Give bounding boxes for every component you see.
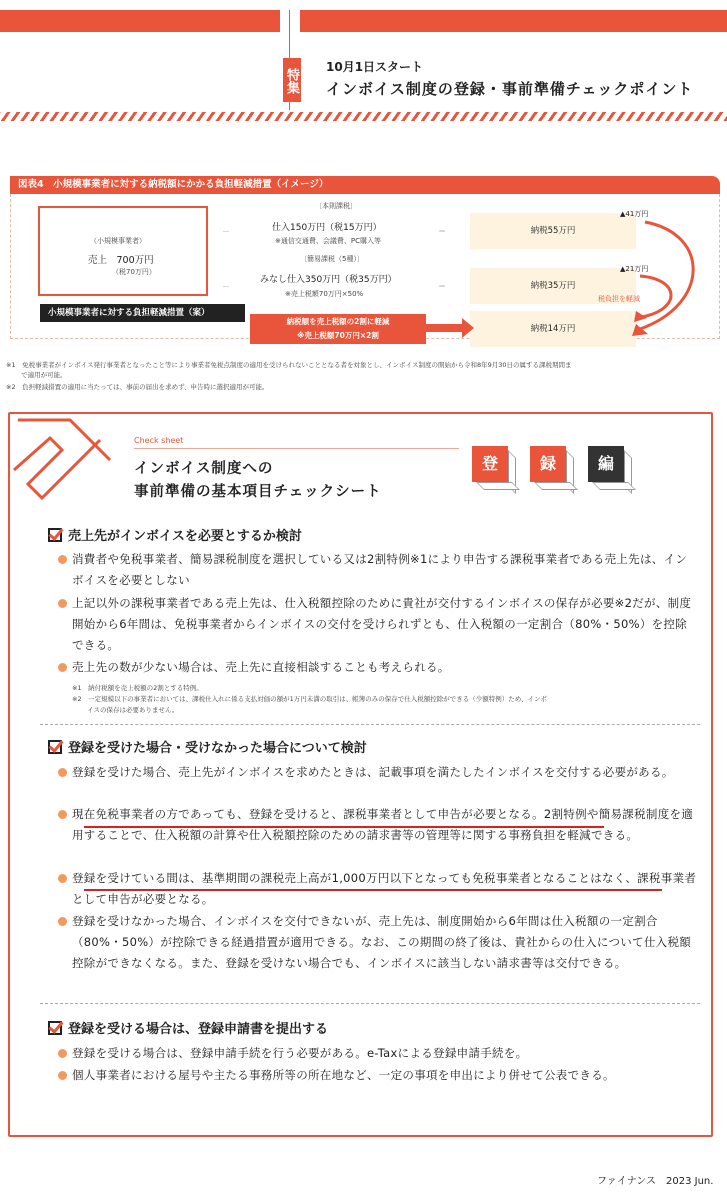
result-simplified: 納税35万円: [470, 268, 636, 304]
general-purchase: 仕入150万円（税15万円）: [272, 223, 382, 233]
sec3-bullet-1: 登録を受ける場合は、登録申請手続を行う必要がある。e-Taxによる登録申請手続を。: [72, 1043, 698, 1064]
reduction-arrow: [426, 318, 476, 338]
result-reduced: 納税14万円: [470, 311, 636, 347]
page-footer: ファイナンス 2023 Jun.: [597, 1176, 714, 1187]
general-note: ※通信交通費、会議費、PC購入等: [275, 237, 381, 245]
check-sheet-rule: [134, 448, 459, 449]
section-1-title: 売上先がインボイスを必要とするか検討: [48, 525, 302, 544]
sec2-bullet-1: 登録を受けた場合、売上先がインボイスを求めたときは、記載事項を満たしたインボイスを交付する必要がある。: [72, 762, 698, 783]
sec2-bullet-4: 登録を受けなかった場合、インボイスを交付できないが、売上先は、制度開始から6年間は仕入税額の一定割合（80%・50%）が控除できる経過措置が適用できる。なお、この期間の終了後は、貴社からの仕入について仕入税額控除ができなくなる。また、登録を受けない場合でも、インボイスに該当しない請求書等は交付できる。: [72, 911, 698, 974]
separator-2: [40, 1003, 700, 1004]
delta-simplified: ▲21万円: [620, 265, 649, 273]
red-underline-2: [84, 889, 662, 891]
check-sheet-title-1: インボイス制度への: [134, 461, 274, 477]
sec1-footnote-1: ※1 納付税額を売上税額の2割とする特例。: [72, 684, 203, 692]
separator-1: [40, 724, 700, 725]
red-underline-1: [84, 826, 604, 828]
check-sheet-label: Check sheet: [134, 436, 184, 445]
sec3-bullet-2: 個人事業者における屋号や主たる事務所等の所在地など、一定の事項を申出により併せて公表できる。: [72, 1065, 698, 1086]
reduction-box-line1: 納税額を売上税額の2割に軽減: [286, 317, 390, 326]
sec2-bullet-3: 登録を受けている間は、基準期間の課税売上高が1,000万円以下となっても免税事業者となることはなく、課税事業者として申告が必要となる。: [72, 868, 698, 910]
sec1-footnote-2a: ※2 一定規模以下の事業者においては、課税仕入れに係る支払対価の額が1万円未満の取引は、帳簿のみの保存で仕入税額控除ができる（少額特例）ため、インボ: [72, 695, 547, 703]
cube-registration-2: 録: [530, 446, 574, 490]
checkbox-icon: [48, 1021, 62, 1035]
simplified-purchase: みなし仕入350万円（税35万円）: [260, 275, 397, 285]
hanger-icon: [10, 410, 120, 510]
sales-amount: 売上 700万円: [88, 255, 154, 266]
checkbox-icon: [48, 740, 62, 754]
figure-4: [10, 176, 720, 346]
dash-2: －: [222, 282, 230, 291]
sec2-bullet-2: 現在免税事業者の方であっても、登録を受けると、課税事業者として申告が必要となる。2割特例や簡易課税制度を適用することで、仕入税額の計算や仕入税額控除のための請求書等の管理等に関する事務負担を軽減できる。: [72, 804, 698, 846]
section-3-title: 登録を受ける場合は、登録申請書を提出する: [48, 1018, 328, 1037]
page-title: インボイス制度の登録・事前準備チェックポイント: [326, 80, 694, 98]
check-sheet-title-2: 事前準備の基本項目チェックシート: [134, 484, 382, 500]
sec1-bullet-1: 消費者や免税事業者、簡易課税制度を選択している又は2割特例※1により申告する課税事業者である売上先は、インボイスを必要としない: [72, 549, 698, 591]
checkbox-icon: [48, 528, 62, 542]
stripe-divider: [0, 112, 727, 121]
eq-2: ＝: [438, 282, 446, 291]
feature-tag: 特集: [283, 58, 301, 102]
reduction-measure-label: 小規模事業者に対する負担軽減措置（案）: [40, 304, 245, 322]
sec1-footnote-2b: イスの保存は必要ありません。: [72, 706, 179, 714]
general-tax-label: 〔本則課税〕: [315, 202, 357, 210]
reduction-box-line2: ※売上税額70万円×2割: [297, 331, 379, 340]
header-band: [0, 10, 727, 32]
dash-1: －: [222, 227, 230, 236]
reduction-arrows: [570, 214, 710, 344]
figure-title: 図表4 小規模事業者に対する納税額にかかる負担軽減措置（イメージ）: [10, 176, 720, 194]
figure-footnote-2: ※2 負担軽減措置の適用に当たっては、事前の届出を求めず、申告時に選択適用が可能。: [6, 383, 269, 391]
sec1-bullet-2: 上記以外の課税事業者である売上先は、仕入税額控除のために貴社が交付するインボイスの保存が必要※2だが、制度開始から6年間は、免税事業者からインボイスの交付を受けられずとも、仕入税額の一定割合（80%・50%）を控除できる。: [72, 593, 698, 656]
cube-registration-1: 登: [472, 446, 516, 490]
figure-footnote-1b: で適用が可能。: [6, 371, 67, 379]
sec1-bullet-3: 売上先の数が少ない場合は、売上先に直接相談することも考えられる。: [72, 657, 698, 678]
header-band-gap: [280, 10, 300, 32]
simplified-tax-label: 〔簡易課税（5種）〕: [300, 255, 364, 263]
eq-1: ＝: [438, 227, 446, 236]
small-business-tag: （小規模事業者）: [90, 237, 146, 245]
burden-reduction-note: 税負担を軽減: [598, 295, 640, 303]
header-kicker: 10月1日スタート: [326, 60, 424, 74]
result-general: 納税55万円: [470, 213, 636, 249]
reduction-box: [250, 314, 426, 344]
delta-general: ▲41万円: [620, 210, 649, 218]
sales-tax: （税70万円）: [112, 268, 156, 276]
simplified-note: ※売上税額70万円×50%: [285, 290, 364, 298]
section-2-title: 登録を受けた場合・受けなかった場合について検討: [48, 737, 367, 756]
cube-edition: 編: [588, 446, 632, 490]
figure-footnote-1: ※1 免税事業者がインボイス発行事業者となったこと等により事業者免税点制度の適用を受けられないこととなる者を対象とし、インボイス制度の開始から令和8年9月30日の属する課税期間ま: [6, 361, 572, 369]
small-business-box: [38, 206, 208, 296]
